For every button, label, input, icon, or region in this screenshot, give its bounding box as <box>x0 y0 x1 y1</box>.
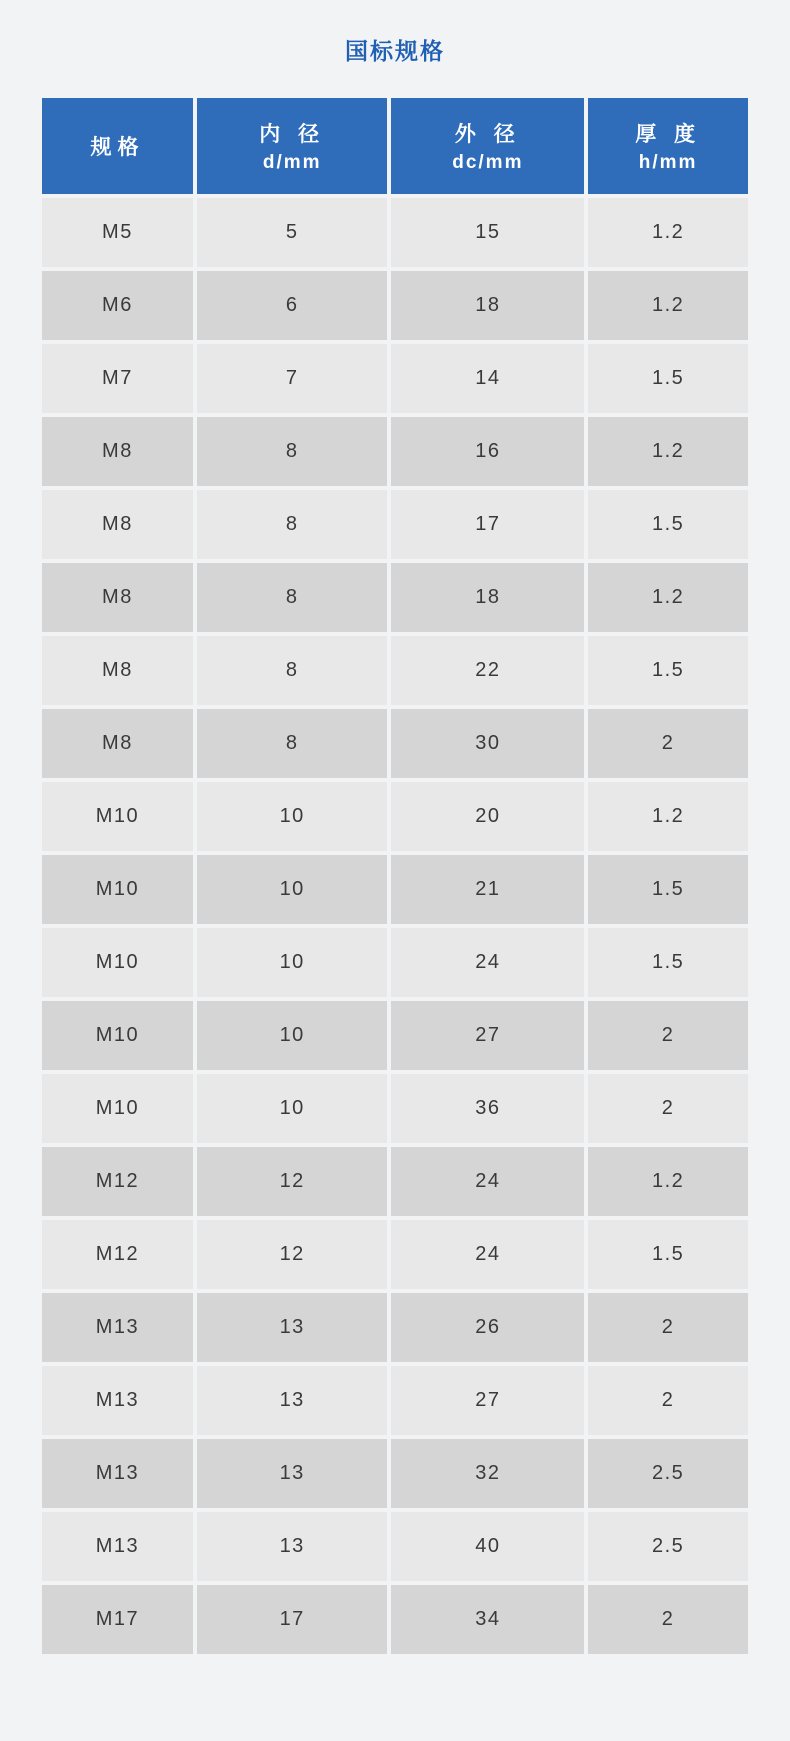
table-row <box>42 1074 748 1143</box>
table-cell: 2 <box>588 1366 748 1435</box>
table-cell: 1.5 <box>588 928 748 997</box>
table-cell: 8 <box>197 490 388 559</box>
column-header-inner-diameter-main: 内 径 <box>259 123 326 146</box>
table-cell: 10 <box>197 1001 388 1070</box>
table-row <box>42 271 748 340</box>
table-cell: 10 <box>197 1074 388 1143</box>
table-cell: M10 <box>42 782 193 851</box>
table-cell: M5 <box>42 198 193 267</box>
table-row <box>42 855 748 924</box>
table-cell: 34 <box>391 1585 584 1654</box>
column-header-inner-diameter <box>197 98 388 194</box>
table-cell: 1.5 <box>588 855 748 924</box>
table-row <box>42 1512 748 1581</box>
table-cell: 22 <box>391 636 584 705</box>
table-cell: 2.5 <box>588 1439 748 1508</box>
table-cell: 1.2 <box>588 563 748 632</box>
table-cell: 10 <box>197 782 388 851</box>
table-cell: 1.5 <box>588 344 748 413</box>
table-cell: 2 <box>588 1001 748 1070</box>
page-title: 国标规格 <box>345 38 445 64</box>
table-cell: 1.2 <box>588 782 748 851</box>
table-cell: 13 <box>197 1439 388 1508</box>
table-cell: M8 <box>42 563 193 632</box>
table-cell: 27 <box>391 1001 584 1070</box>
table-cell: M10 <box>42 1074 193 1143</box>
table-row <box>42 198 748 267</box>
table-cell: 18 <box>391 271 584 340</box>
table-row <box>42 417 748 486</box>
table-cell: 36 <box>391 1074 584 1143</box>
table-cell: 1.2 <box>588 1147 748 1216</box>
table-cell: 1.2 <box>588 417 748 486</box>
table-cell: 1.5 <box>588 1220 748 1289</box>
table-row <box>42 1220 748 1289</box>
table-row <box>42 636 748 705</box>
table-cell: 40 <box>391 1512 584 1581</box>
table-cell: 32 <box>391 1439 584 1508</box>
table-cell: 6 <box>197 271 388 340</box>
column-header-thickness-main: 厚 度 <box>635 123 702 146</box>
table-row <box>42 1293 748 1362</box>
table-cell: 12 <box>197 1220 388 1289</box>
table-cell: M10 <box>42 855 193 924</box>
table-cell: M12 <box>42 1220 193 1289</box>
table-cell: 2 <box>588 709 748 778</box>
table-cell: M8 <box>42 490 193 559</box>
table-cell: 18 <box>391 563 584 632</box>
table-row <box>42 1585 748 1654</box>
table-cell: M8 <box>42 417 193 486</box>
table-cell: M8 <box>42 636 193 705</box>
table-cell: 24 <box>391 1147 584 1216</box>
table-row <box>42 782 748 851</box>
table-cell: 20 <box>391 782 584 851</box>
table-cell: 27 <box>391 1366 584 1435</box>
table-row <box>42 1147 748 1216</box>
table-cell: 10 <box>197 928 388 997</box>
table-cell: 24 <box>391 928 584 997</box>
table-cell: 2.5 <box>588 1512 748 1581</box>
table-cell: 2 <box>588 1074 748 1143</box>
table-cell: 13 <box>197 1293 388 1362</box>
table-cell: 14 <box>391 344 584 413</box>
table-cell: 5 <box>197 198 388 267</box>
column-header-outer-diameter <box>391 98 584 194</box>
table-cell: 2 <box>588 1293 748 1362</box>
table-row <box>42 1366 748 1435</box>
table-cell: 1.2 <box>588 271 748 340</box>
table-cell: 24 <box>391 1220 584 1289</box>
table-cell: 8 <box>197 417 388 486</box>
table-cell: M10 <box>42 928 193 997</box>
table-row <box>42 563 748 632</box>
table-row <box>42 928 748 997</box>
table-cell: M12 <box>42 1147 193 1216</box>
table-cell: M10 <box>42 1001 193 1070</box>
table-cell: 8 <box>197 563 388 632</box>
table-cell: M13 <box>42 1439 193 1508</box>
column-header-outer-diameter-unit: dc/mm <box>452 152 524 173</box>
table-cell: 13 <box>197 1366 388 1435</box>
table-cell: M13 <box>42 1512 193 1581</box>
table-cell: 2 <box>588 1585 748 1654</box>
table-cell: 1.2 <box>588 198 748 267</box>
table-row <box>42 1001 748 1070</box>
table-row <box>42 344 748 413</box>
table-cell: 10 <box>197 855 388 924</box>
table-cell: 21 <box>391 855 584 924</box>
column-header-inner-diameter-unit: d/mm <box>262 152 322 173</box>
table-cell: 17 <box>391 490 584 559</box>
table-cell: 26 <box>391 1293 584 1362</box>
column-header-thickness-unit: h/mm <box>638 152 698 173</box>
column-header-spec-main: 规格 <box>90 136 145 159</box>
column-header-thickness <box>588 98 748 194</box>
table-cell: 12 <box>197 1147 388 1216</box>
table-cell: M13 <box>42 1366 193 1435</box>
table-cell: 8 <box>197 709 388 778</box>
table-cell: M13 <box>42 1293 193 1362</box>
table-cell: 15 <box>391 198 584 267</box>
spec-table <box>38 94 752 1658</box>
table-cell: M8 <box>42 709 193 778</box>
table-cell: 30 <box>391 709 584 778</box>
table-header-row <box>42 98 748 194</box>
table-cell: M6 <box>42 271 193 340</box>
table-row <box>42 709 748 778</box>
table-cell: 1.5 <box>588 636 748 705</box>
table-row <box>42 490 748 559</box>
table-cell: M17 <box>42 1585 193 1654</box>
table-cell: 1.5 <box>588 490 748 559</box>
column-header-spec <box>42 98 193 194</box>
table-cell: 8 <box>197 636 388 705</box>
table-cell: 17 <box>197 1585 388 1654</box>
table-cell: 13 <box>197 1512 388 1581</box>
table-cell: M7 <box>42 344 193 413</box>
table-header <box>42 98 748 194</box>
table-cell: 16 <box>391 417 584 486</box>
column-header-outer-diameter-main: 外 径 <box>454 123 521 146</box>
table-body <box>42 198 748 1654</box>
table-cell: 7 <box>197 344 388 413</box>
table-row <box>42 1439 748 1508</box>
